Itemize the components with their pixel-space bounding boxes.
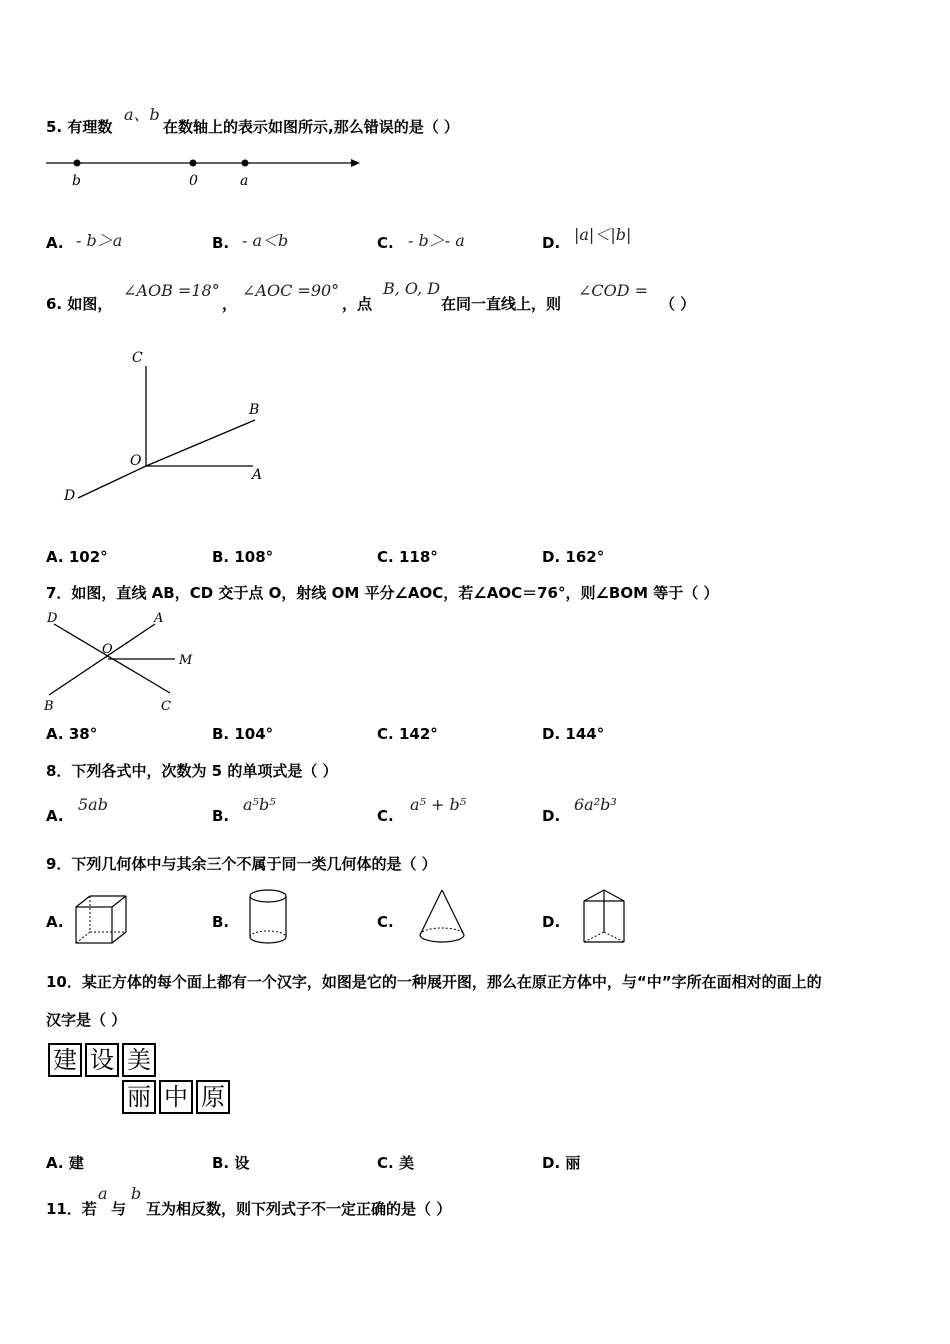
q8-option-c[interactable]: C. xyxy=(377,807,394,825)
q9-stem: 9．下列几何体中与其余三个不属于同一类几何体的是（ ） xyxy=(46,855,437,873)
q9-option-c[interactable]: C. xyxy=(377,913,394,931)
q5-option-b[interactable] xyxy=(212,234,229,252)
option-text: 118° xyxy=(398,548,438,566)
math-expr: 5ab xyxy=(78,795,108,814)
cone-icon xyxy=(415,887,469,947)
option-label: C. xyxy=(377,548,394,566)
label-c: C xyxy=(132,350,143,366)
q5-stem xyxy=(46,116,112,137)
q8-option-a[interactable]: A. xyxy=(46,807,64,825)
triangular-prism-icon xyxy=(578,886,632,948)
option-label: C. xyxy=(377,1154,394,1172)
option-label: D. xyxy=(542,1154,561,1172)
q7-lines-figure xyxy=(40,610,210,715)
q6-text-2: ， xyxy=(222,295,238,313)
label-o: O xyxy=(130,453,142,469)
cube-net xyxy=(48,1043,238,1119)
q10-option-d[interactable] xyxy=(542,1152,580,1173)
option-label: B. xyxy=(212,725,230,743)
option-label: C. xyxy=(377,725,394,743)
q5-option-d-text: |a|＜|b| xyxy=(574,225,632,244)
option-text: 美 xyxy=(398,1154,414,1172)
point-a xyxy=(242,160,249,167)
net-cell-6: 原 xyxy=(196,1080,230,1114)
q5-option-c-text: - b＞- a xyxy=(408,231,465,250)
option-label: D. xyxy=(542,548,561,566)
q5-suffix: 在数轴上的表示如图所示,那么错误的是（ ） xyxy=(163,118,459,136)
option-label: A. xyxy=(46,548,64,566)
q5-option-a[interactable] xyxy=(46,234,64,252)
q5-option-d[interactable] xyxy=(542,234,560,252)
q11-mid: 与 xyxy=(111,1200,127,1218)
q5-number-line xyxy=(40,150,370,195)
label-m: M xyxy=(179,653,193,668)
net-cell-3: 美 xyxy=(122,1043,156,1077)
option-label: D. xyxy=(542,725,561,743)
label-b: B xyxy=(44,699,54,714)
option-label: A. xyxy=(46,1154,64,1172)
q6-stem-start xyxy=(46,293,112,314)
option-text: 38° xyxy=(68,725,98,743)
q6-text-1: 如图， xyxy=(67,295,113,313)
q9-option-d[interactable]: D. xyxy=(542,913,561,931)
q6-math-4: ∠COD = xyxy=(578,281,649,300)
q5-prefix: 有理数 xyxy=(67,118,113,136)
option-text: 144° xyxy=(565,725,605,743)
q6-option-a[interactable] xyxy=(46,548,108,566)
net-cell-5: 中 xyxy=(159,1080,193,1114)
option-label: B. xyxy=(212,234,230,252)
q11-var-b: b xyxy=(131,1184,142,1203)
point-zero xyxy=(190,160,197,167)
q8-option-d-text: 6a²b³ xyxy=(574,795,617,814)
cylinder-icon xyxy=(246,887,292,947)
option-label: B. xyxy=(212,1154,230,1172)
label-o: O xyxy=(102,642,113,657)
q9-option-b[interactable]: B. xyxy=(212,913,230,931)
axis-label-a: a xyxy=(240,173,249,189)
ray-ob xyxy=(146,420,255,466)
label-b: B xyxy=(249,402,260,418)
q5-option-a-text: - b＞a xyxy=(76,231,123,250)
option-text: 104° xyxy=(234,725,274,743)
label-d: D xyxy=(47,611,58,626)
q6-text-3: ，点 xyxy=(342,295,373,313)
q11-var-a: a xyxy=(98,1184,108,1203)
option-text: 建 xyxy=(68,1154,84,1172)
q8-option-b-text: a⁵b⁵ xyxy=(243,795,276,814)
q10-option-b[interactable] xyxy=(212,1152,249,1173)
net-cell-2: 设 xyxy=(85,1043,119,1077)
option-text: 142° xyxy=(398,725,438,743)
option-label: C. xyxy=(377,234,394,252)
net-cell-1: 建 xyxy=(48,1043,82,1077)
label-c: C xyxy=(161,699,171,714)
q8-option-c-text: a⁵ + b⁵ xyxy=(410,795,467,814)
q6-text-5: （ ） xyxy=(660,295,696,313)
option-label: D. xyxy=(542,234,561,252)
option-text: 102° xyxy=(68,548,108,566)
q5-option-c[interactable] xyxy=(377,234,394,252)
q10-option-a[interactable] xyxy=(46,1152,84,1173)
q10-stem-line2: 汉字是（ ） xyxy=(46,1011,127,1029)
net-cell-4: 丽 xyxy=(122,1080,156,1114)
q7-option-c[interactable] xyxy=(377,725,438,743)
label-d: D xyxy=(64,488,76,504)
option-text: 设 xyxy=(234,1154,250,1172)
q9-option-a[interactable]: A. xyxy=(46,913,64,931)
cube-icon xyxy=(72,893,130,948)
q11-suffix: 互为相反数，则下列式子不一定正确的是（ ） xyxy=(146,1200,452,1218)
option-text: 108° xyxy=(234,548,274,566)
q6-number: 6. xyxy=(46,295,63,313)
q6-math-3: B, O, D xyxy=(383,279,441,298)
q7-option-d[interactable] xyxy=(542,725,604,743)
q5-vars: a、b xyxy=(124,105,160,124)
ray-od xyxy=(78,466,146,498)
point-b xyxy=(74,160,81,167)
q7-option-a[interactable] xyxy=(46,725,97,743)
q6-math-2: ∠AOC =90° xyxy=(242,281,340,300)
axis-arrow-icon xyxy=(351,159,360,167)
q6-text-4: 在同一直线上，则 xyxy=(441,295,562,313)
option-label: A. xyxy=(46,725,64,743)
label-a: A xyxy=(154,611,164,626)
option-label: A. xyxy=(46,234,64,252)
q8-option-d[interactable]: D. xyxy=(542,807,561,825)
q6-option-c[interactable] xyxy=(377,548,438,566)
axis-label-zero: 0 xyxy=(189,173,198,189)
q6-option-b[interactable] xyxy=(212,548,273,566)
option-text: 162° xyxy=(565,548,605,566)
q8-option-b[interactable]: B. xyxy=(212,807,230,825)
q5-number: 5. xyxy=(46,118,63,136)
q8-stem: 8．下列各式中，次数为 5 的单项式是（ ） xyxy=(46,762,338,780)
q11-number: 11．若 xyxy=(46,1200,97,1218)
option-label: B. xyxy=(212,548,230,566)
q6-math-1: ∠AOB =18° xyxy=(123,281,220,300)
option-text: 丽 xyxy=(565,1154,581,1172)
q10-option-c[interactable] xyxy=(377,1152,414,1173)
q7-option-b[interactable] xyxy=(212,725,273,743)
q5-option-b-text: - a＜b xyxy=(242,231,289,250)
q7-stem: 7．如图，直线 AB，CD 交于点 O，射线 OM 平分∠AOC，若∠AOC＝76°，则∠BOM 等于（ ） xyxy=(46,584,719,602)
q10-stem-line1: 10．某正方体的每个面上都有一个汉字，如图是它的一种展开图，那么在原正方体中，与“中”字所在面相对的面上的 xyxy=(46,973,822,991)
axis-label-b: b xyxy=(72,173,81,189)
q6-option-d[interactable] xyxy=(542,548,604,566)
q8-option-a-text xyxy=(78,795,108,814)
label-a: A xyxy=(252,467,263,483)
q6-angle-figure xyxy=(55,340,285,510)
